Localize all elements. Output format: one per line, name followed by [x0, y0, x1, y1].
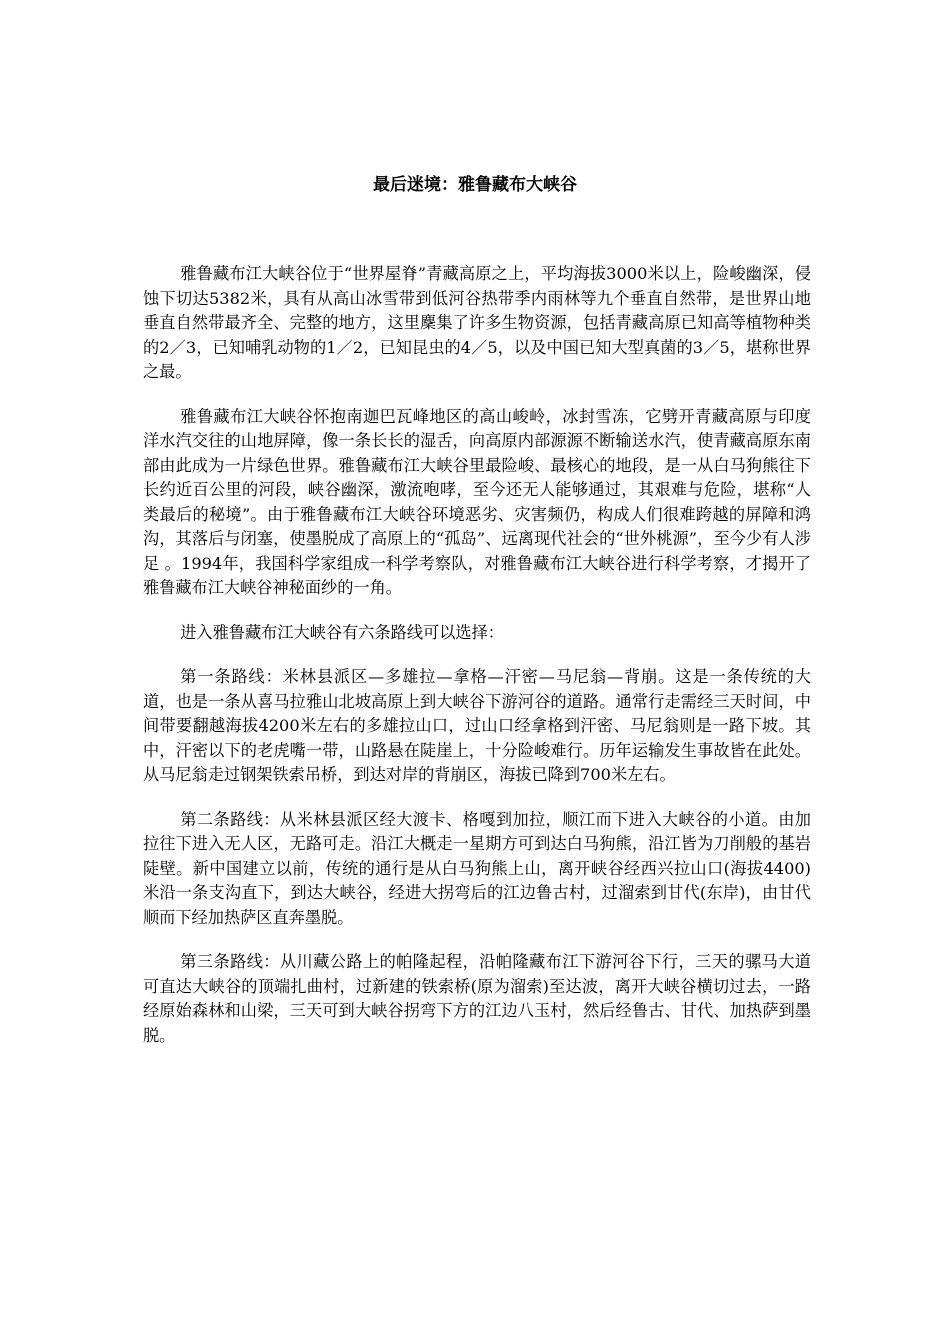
document-body — [143, 262, 811, 1068]
paragraph-route-2: 第二条路线：从米林县派区经大渡卡、格嘎到加拉，顺江而下进入大峡谷的小道。由加拉往下进入无人区，无路可走。沿江大概走一星期方可到达白马狗熊，沿江皆为刀削般的基岩陡壁。新中国建立以前，传统的通行是从白马狗熊上山，离开峡谷经西兴拉山口(海拔4400)米沿一条支沟直下，到达大峡谷，经进大拐弯后的江边鲁古村，过溜索到甘代(东岸)，由甘代顺而下经加热萨区直奔墨脱。 — [143, 809, 811, 927]
paragraph-routes-intro: 进入雅鲁藏布江大峡谷有六条路线可以选择： — [180, 622, 504, 642]
paragraph-route-1: 第一条路线：米林县派区—多雄拉—拿格—汗密—马尼翁—背崩。这是一条传统的大道，也是一条从喜马拉雅山北坡高原上到大峡谷下游河谷的道路。通常行走需经三天时间，中间带要翻越海拔4200米左右的多雄拉山口，过山口经拿格到汗密、马尼翁则是一路下坡。其中，汗密以下的老虎嘴一带，山路悬在陡崖上，十分险峻难行。历年运输发生事故皆在此处。从马尼翁走过钢架铁索吊桥，到达对岸的背崩区，海拔已降到700米左右。 — [143, 667, 811, 784]
paragraph-geography: 雅鲁藏布江大峡谷怀抱南迦巴瓦峰地区的高山峻岭，冰封雪冻，它劈开青藏高原与印度洋水汽交往的山地屏障，像一条长长的湿舌，向高原内部源源不断输送水汽，使青藏高原东南部由此成为一片绿色世界。雅鲁藏布江大峡谷里最险峻、最核心的地段，是一从白马狗熊往下长约近百公里的河段，峡谷幽深，激流咆哮，至今还无人能够通过，其艰难与危险，堪称“人类最后的秘境”。由于雅鲁藏布江大峡谷环境恶劣、灾害频仍，构成人们很难跨越的屏障和鸿沟，其落后与闭塞，使墨脱成了高原上的“孤岛”、远离现代社会的“世外桃源”，至今少有人涉足 。1994年，我国科学家组成一科学考察队，对雅鲁藏布江大峡谷进行科学考察，才揭开了雅鲁藏布江大峡谷神秘面纱的一角。 — [143, 406, 811, 597]
paragraph-intro: 雅鲁藏布江大峡谷位于“世界屋脊”青藏高原之上，平均海拔3000米以上，险峻幽深，侵蚀下切达5382米，具有从高山冰雪带到低河谷热带季内雨林等九个垂直自然带，是世界山地垂直自然带最齐全、完整的地方，这里麇集了许多生物资源，包括青藏高原已知高等植物种类的2／3，已知哺乳动物的1／2，已知昆虫的4／5，以及中国已知大型真菌的3／5，堪称世界之最。 — [143, 264, 811, 381]
document-title: 最后迷境：雅鲁藏布大峡谷 — [373, 175, 577, 195]
paragraph-route-3: 第三条路线：从川藏公路上的帕隆起程，沿帕隆藏布江下游河谷下行，三天的骡马大道可直达大峡谷的顶端扎曲村，过新建的铁索桥(原为溜索)至达波，离开大峡谷横切过去，一路经原始森林和山梁，三天可到大峡谷拐弯下方的江边八玉村，然后经鲁古、甘代、加热萨到墨脱。 — [143, 952, 811, 1045]
